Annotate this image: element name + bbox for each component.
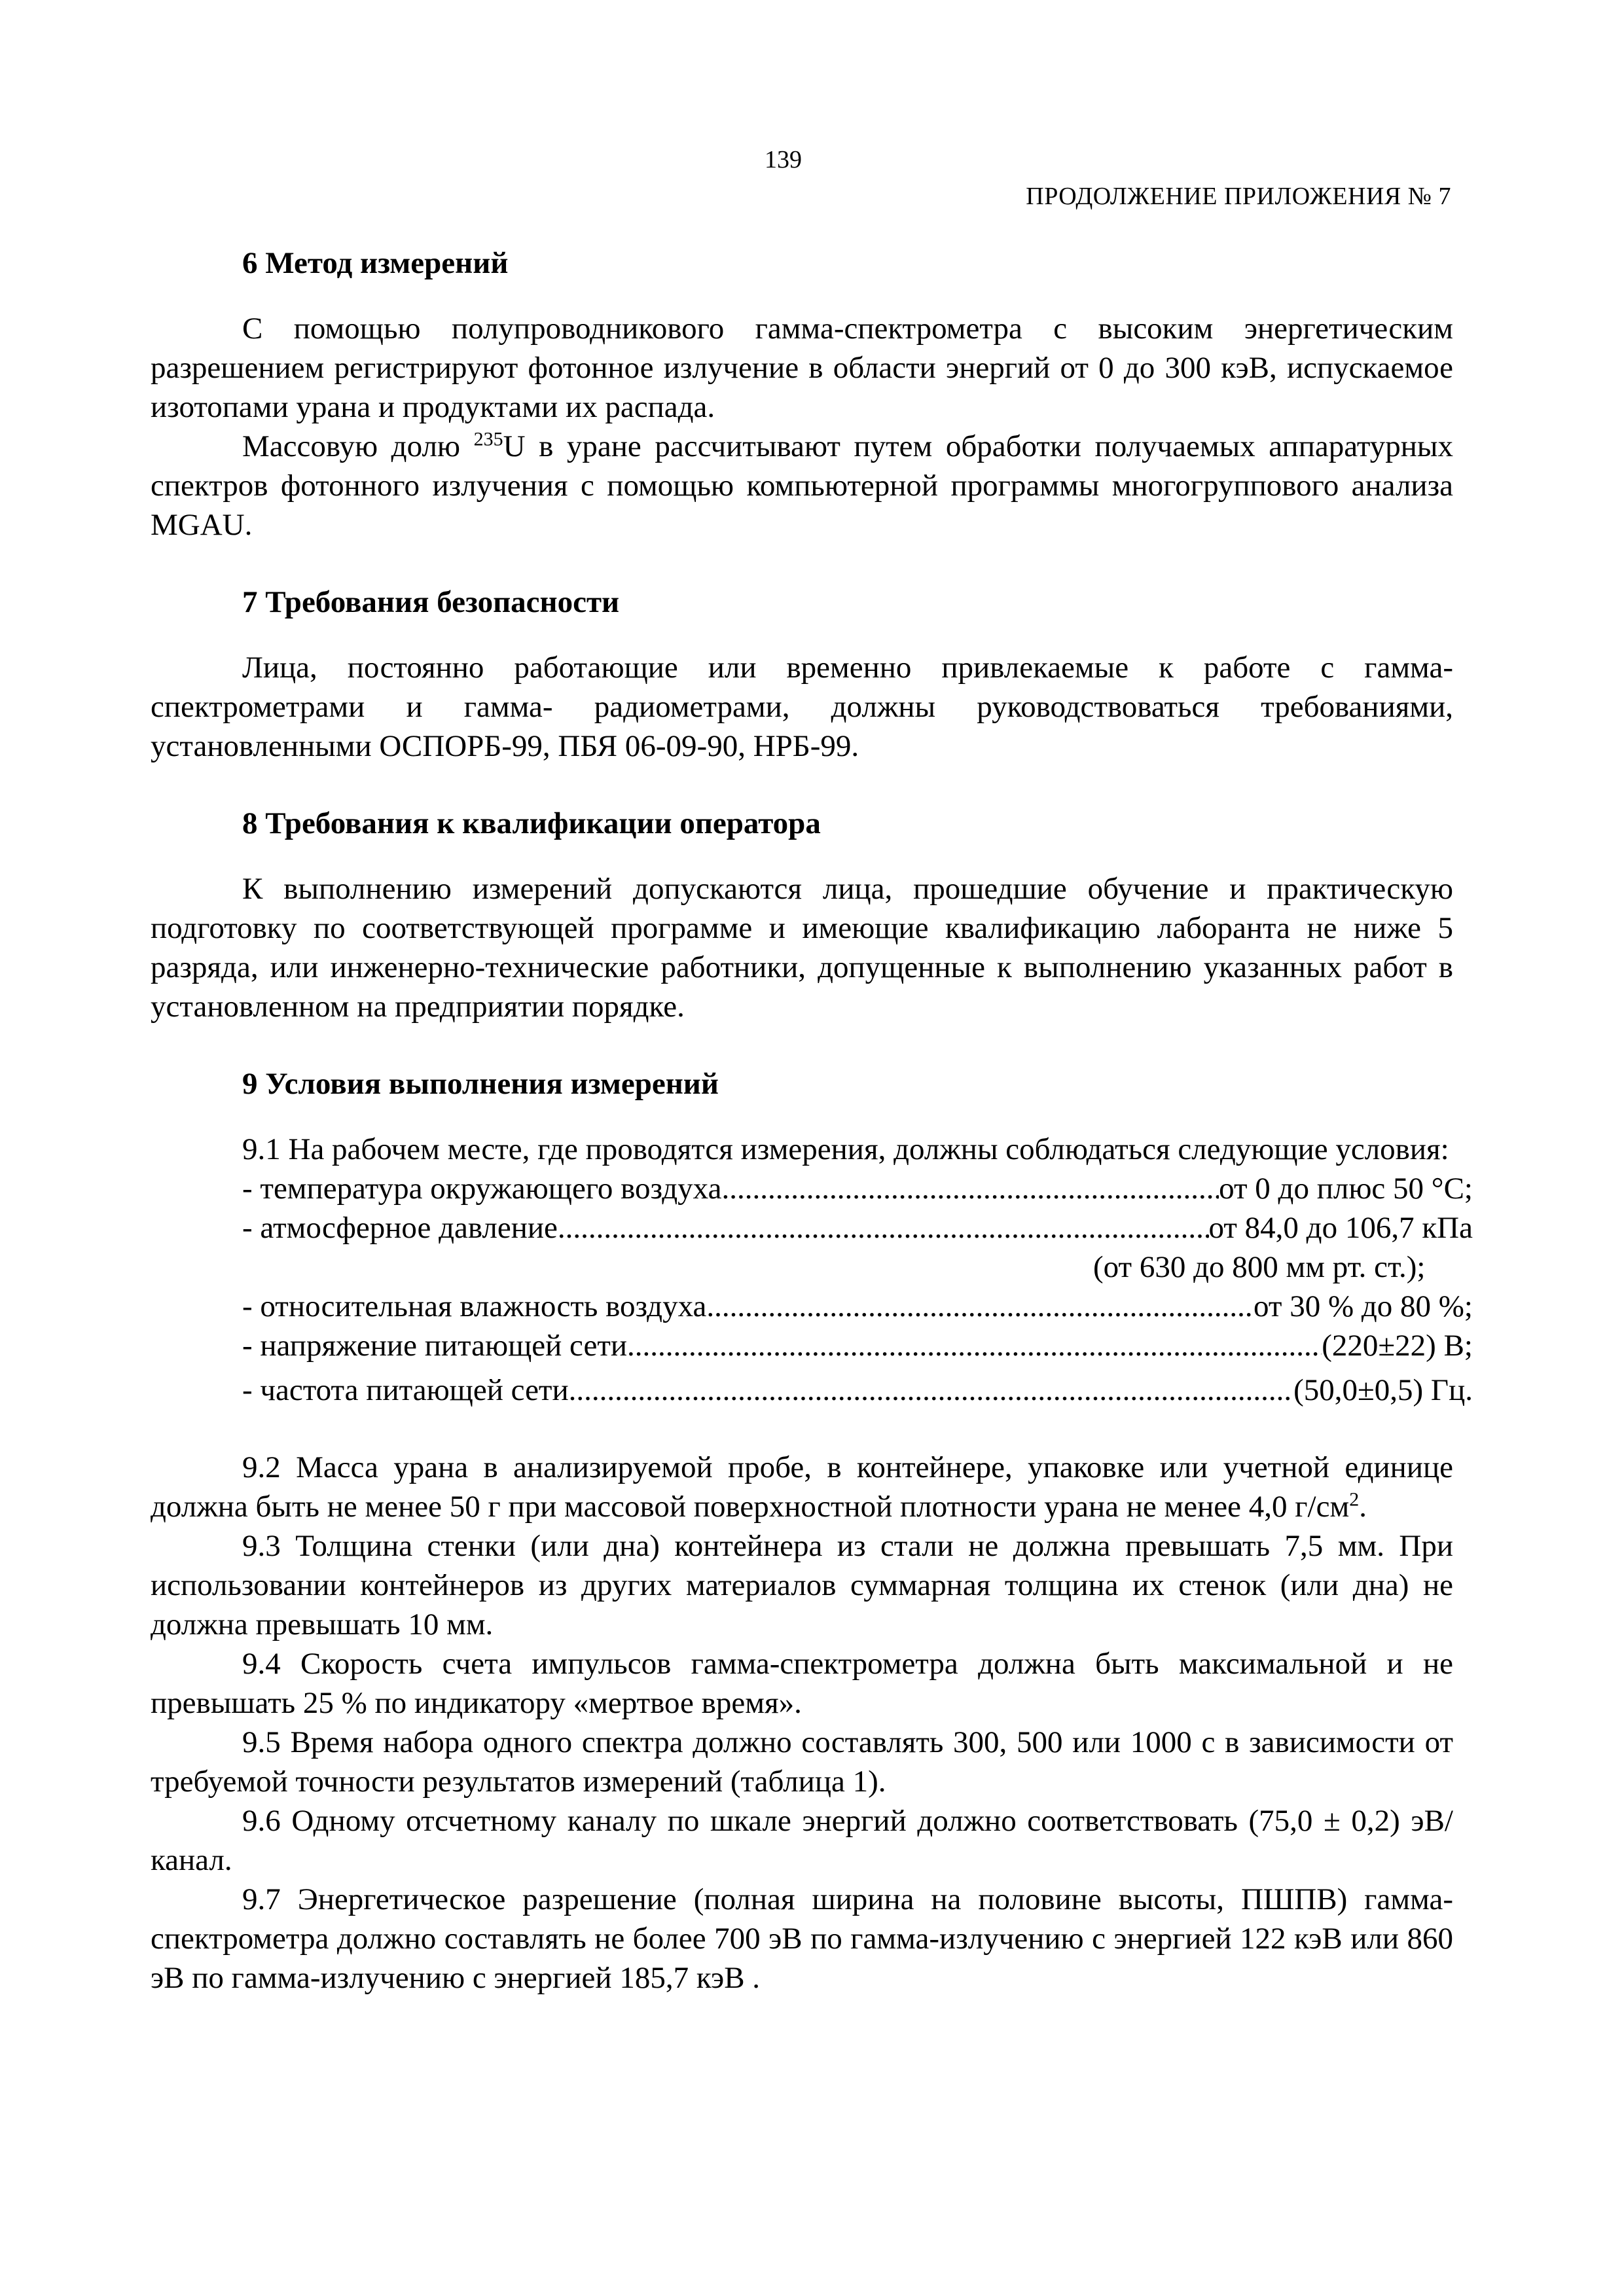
section-8 [151, 804, 1453, 1026]
condition-value: от 30 % до 80 %; [1254, 1289, 1473, 1323]
leader-dots [569, 1371, 1293, 1410]
section-6-heading: 6 Метод измерений [242, 246, 509, 280]
isotope-superscript: 235 [473, 428, 503, 450]
paragraph-9-2-text: 9.2 Масса урана в анализируемой пробе, в контейнере, упаковке или учетной единице должна быть не менее 50 г при массовой поверхностной плотности урана не менее 4,0 г/см [151, 1450, 1453, 1524]
condition-label: - атмосферное давление [242, 1211, 558, 1245]
condition-voltage [242, 1326, 1473, 1365]
condition-label: - температура окружающего воздуха [242, 1172, 722, 1206]
spacer [151, 1410, 1453, 1448]
condition-pressure [242, 1208, 1473, 1247]
section-8-heading: 8 Требования к квалификации оператора [242, 806, 821, 840]
condition-label: - частота питающей сети [242, 1373, 569, 1407]
leader-dots [706, 1287, 1254, 1326]
leader-dots [627, 1326, 1322, 1365]
appendix-header: ПРОДОЛЖЕНИЕ ПРИЛОЖЕНИЯ № 7 [1026, 183, 1451, 210]
condition-temperature [242, 1169, 1473, 1208]
pressure-note: (от 630 до 800 мм рт. ст.); [1093, 1250, 1426, 1284]
section-7-heading: 7 Требования безопасности [242, 585, 620, 619]
paragraph-9-4: 9.4 Скорость счета импульсов гамма-спектрометра должна быть максимальной и не превышать 25 % по индикатору «мертвое время». [151, 1647, 1453, 1720]
leader-dots [721, 1169, 1219, 1208]
paragraph-9-3: 9.3 Толщина стенки (или дна) контейнера из стали не должна превышать 7,5 мм. При использовании контейнеров из других материалов суммарная толщина их стенок (или дна) не должна превышать 10 мм. [151, 1529, 1453, 1641]
section-8-paragraph-1: К выполнению измерений допускаются лица, прошедшие обучение и практическую подготовку по соответствующей программе и имеющие квалификацию лаборанта не ниже 5 разряда, или инженерно-технические работники, допущенные к выполнению указанных работ в установленном на предприятии порядке. [151, 872, 1453, 1024]
condition-label: - относительная влажность воздуха [242, 1289, 707, 1323]
leader-dots [558, 1208, 1209, 1247]
document-body [151, 243, 1473, 1998]
condition-humidity [242, 1287, 1473, 1326]
paragraph-9-5: 9.5 Время набора одного спектра должно составлять 300, 500 или 1000 с в зависимости от требуемой точности результатов измерений (таблица 1). [151, 1725, 1453, 1799]
section-7-paragraph-1: Лица, постоянно работающие или временно привлекаемые к работе с гамма-спектрометрами и гамма- радиометрами, должны руководствоваться требованиями, установленными ОСПОРБ-99, ПБЯ 06-09-90, НРБ-99. [151, 651, 1453, 763]
section-9-heading: 9 Условия выполнения измерений [242, 1067, 719, 1101]
section-9 [151, 1064, 1473, 1998]
paragraph-9-2 [151, 1448, 1453, 1526]
condition-value: (220±22) В; [1322, 1329, 1473, 1363]
section-6-p2-text-after: U в уране рассчитывают путем обработки получаемых аппаратурных спектров фотонного излучения с помощью компьютерной программы многогруппового анализа MGAU. [151, 429, 1453, 542]
condition-value: от 0 до плюс 50 °С; [1219, 1172, 1473, 1206]
unit-superscript: 2 [1349, 1488, 1360, 1511]
section-6 [151, 243, 1453, 545]
condition-frequency [242, 1371, 1473, 1410]
condition-value: от 84,0 до 106,7 кПа [1208, 1211, 1473, 1245]
page-number: 139 [765, 146, 802, 173]
section-6-p2-text-before: Массовую долю [242, 429, 474, 463]
paragraph-9-6: 9.6 Одному отсчетному каналу по шкале энергий должно соответствовать (75,0 ± 0,2) эВ/канал. [151, 1804, 1453, 1877]
condition-value: (50,0±0,5) Гц. [1293, 1373, 1473, 1407]
section-7 [151, 583, 1453, 766]
conditions-list [151, 1169, 1473, 1410]
paragraph-9-2-end: . [1359, 1490, 1367, 1524]
paragraph-9-1: 9.1 На рабочем месте, где проводятся измерения, должны соблюдаться следующие условия: [242, 1132, 1449, 1166]
section-6-paragraph-1: С помощью полупроводникового гамма-спектрометра с высоким энергетическим разрешением регистрируют фотонное излучение в области энергий от 0 до 300 кэВ, испускаемое изотопами урана и продуктами их распада. [151, 312, 1453, 424]
paragraph-9-7: 9.7 Энергетическое разрешение (полная ширина на половине высоты, ПШПВ) гамма-спектрометра должно составлять не более 700 эВ по гамма-излучению с энергией 122 кэВ или 860 эВ по гамма-излучению с энергией 185,7 кэВ . [151, 1882, 1453, 1995]
section-6-paragraph-2 [151, 427, 1453, 545]
condition-label: - напряжение питающей сети [242, 1329, 628, 1363]
